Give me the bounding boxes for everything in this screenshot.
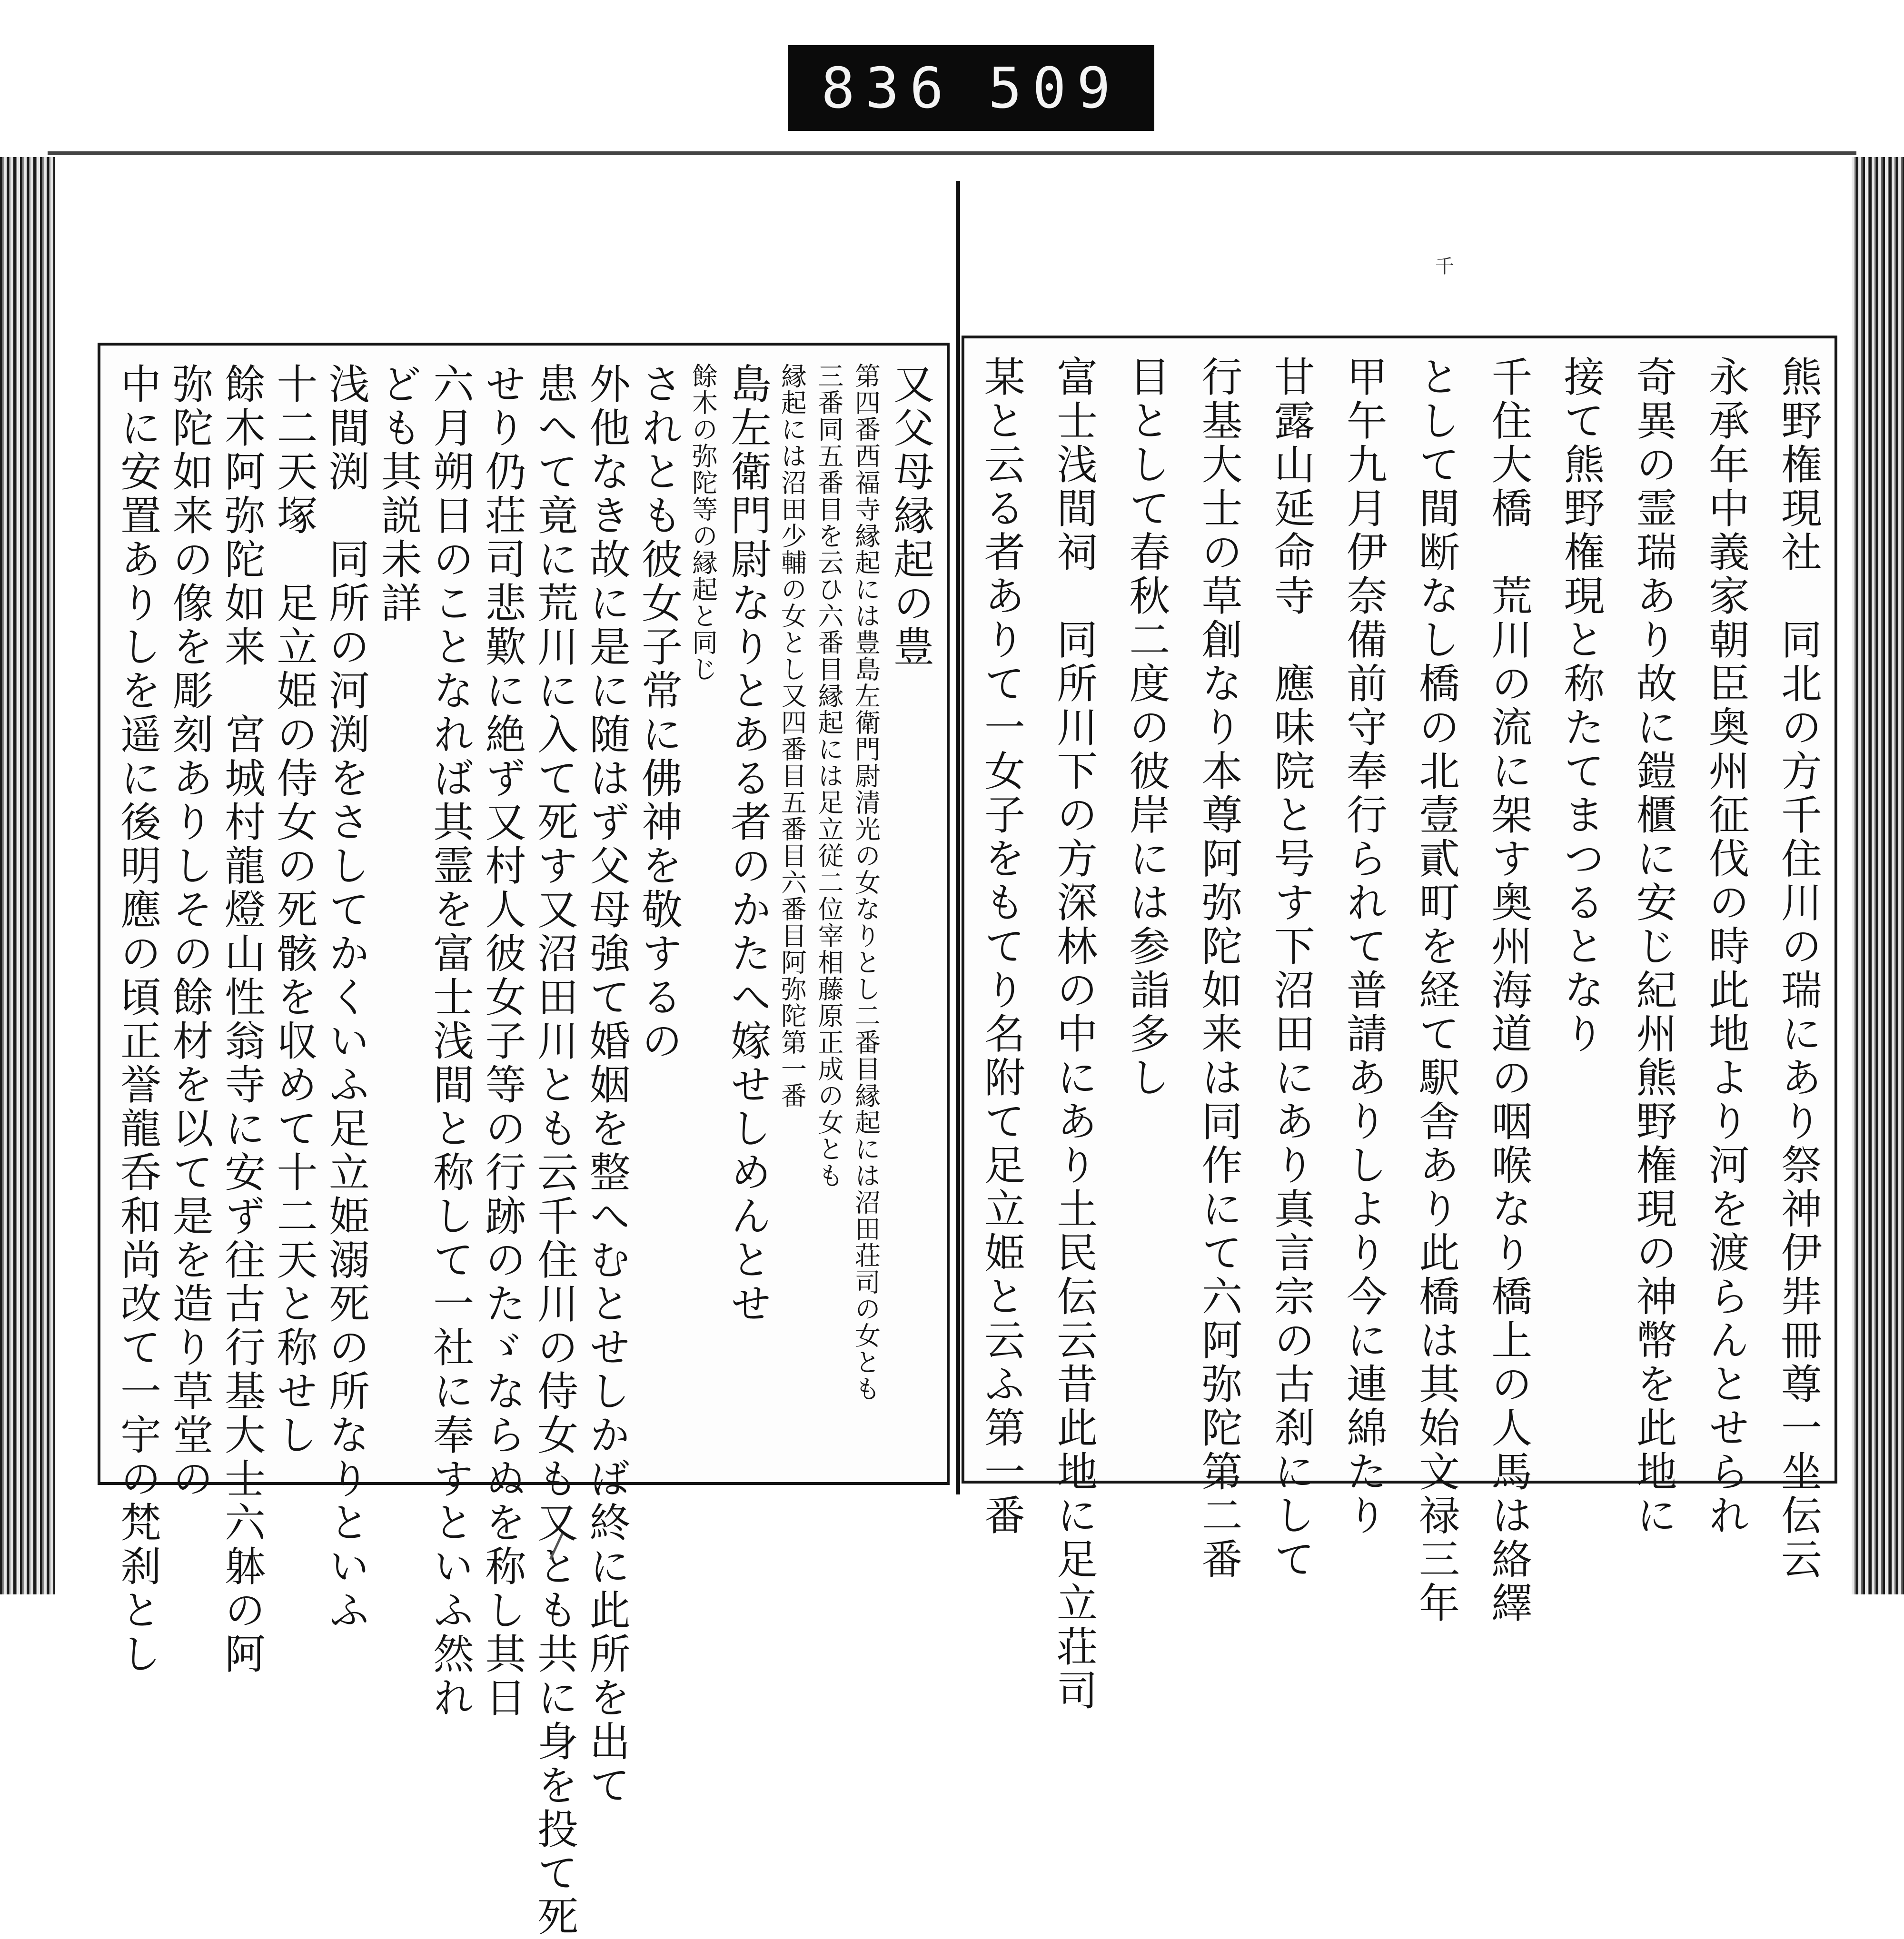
left_page-column: ども其説未詳 — [374, 363, 422, 625]
book-edge-right — [1852, 157, 1904, 1594]
right_page-column: 奇異の霊瑞あり故に鎧櫃に安じ紀州熊野権現の神幣を此地に — [1629, 356, 1677, 1538]
book-edge-left — [0, 157, 55, 1594]
left_page-column: 患へて竟に荒川に入て死す又沼田川とも云千住川の侍女も又とも共に身を投て死 — [530, 363, 578, 1939]
page-top-edge — [48, 151, 1856, 155]
left_page-column: 六月朔日のことなれば其霊を富士浅間と称して一社に奉すといふ然れ — [426, 363, 474, 1720]
left_page-column: 外他なき故に是に随はず父母強て婚姻を整へむとせしかば終に此所を出て — [582, 363, 630, 1808]
right-page-columns — [977, 356, 1822, 1713]
left_page-column: 弥陀如来の像を彫刻ありしその餘材を以て是を造り草堂の — [165, 363, 213, 1501]
left_page-column: 島左衛門尉なりとある者のかたへ嫁せしめんとせ — [724, 363, 771, 1326]
left_page-column: 十二天塚 足立姫の侍女の死骸を収めて十二天と称せし — [269, 363, 317, 1457]
left_page-column: 縁起には沼田少輔の女とし又四番目五番目六番目阿弥陀第一番 — [777, 363, 807, 1109]
right_page-column: 永承年中義家朝臣奥州征伐の時此地より河を渡らんとせられ — [1701, 356, 1749, 1538]
left_page-column: 三番同五番目を云ひ六番目縁起には足立従二位宰相藤原正成の女とも — [814, 363, 844, 1189]
right_page-column: 目として春秋二度の彼岸には参詣多し — [1122, 356, 1170, 1100]
call-number-label — [788, 45, 1154, 131]
right_page-column: 行基大士の草創なり本尊阿弥陀如来は同作にて六阿弥陀第二番 — [1194, 356, 1242, 1582]
left_page-column: 中に安置ありしを遥に後明應の頃正誉龍呑和尚改て一宇の梵刹とし — [113, 363, 161, 1676]
right_page-column: 甘露山延命寺 應味院と号す下沼田にあり真言宗の古刹にして — [1267, 356, 1315, 1582]
left-page-columns — [113, 363, 934, 1939]
right_page-column: 熊野権現社 同北の方千住川の瑞にあり祭神伊弉冊尊一坐伝云 — [1774, 356, 1822, 1582]
left_page-column: 又父母縁起の豊 — [886, 363, 934, 669]
right_page-column: として間断なし橋の北壹貳町を経て駅舎あり此橋は其始文禄三年 — [1412, 356, 1460, 1625]
book-gutter — [956, 181, 960, 1494]
left_page-column: 第四番西福寺縁起には豊島左衛門尉清光の女なりとし二番目縁起には沼田荘司の女とも — [851, 363, 881, 1402]
left_page-column: せり仍荘司悲歎に絶ず又村人彼女子等の行跡のたゞならぬを称し其日 — [478, 363, 526, 1720]
right_page-column: 某と云る者ありて一女子をもてり名附て足立姫と云ふ第一番 — [977, 356, 1025, 1538]
left_page-column: されとも彼女子常に佛神を敬するの — [635, 363, 682, 1063]
call-number-left: 836 — [821, 55, 954, 121]
right_page-column: 千住大橋 荒川の流に架す奥州海道の咽喉なり橋上の人馬は絡繹 — [1484, 356, 1532, 1625]
page-mark: 千 — [1435, 256, 1454, 277]
left_page-column: 浅間渕 同所の河渕をさしてかくいふ足立姫溺死の所なりといふ — [322, 363, 369, 1632]
right_page-column: 富士浅間祠 同所川下の方深林の中にあり土民伝云昔此地に足立荘司 — [1050, 356, 1098, 1713]
right_page-column: 接て熊野権現と称たてまつるとなり — [1557, 356, 1605, 1056]
left_page-column: 餘木の弥陀等の縁起と同じ — [688, 363, 718, 683]
right_page-column: 甲午九月伊奈備前守奉行られて普請ありしより今に連綿たり — [1339, 356, 1387, 1538]
left-page-frame — [98, 343, 950, 1939]
left_page-column: 餘木阿弥陀如来 宮城村龍燈山性翁寺に安ず往古行基大士六躰の阿 — [218, 363, 265, 1676]
right-page-frame — [962, 336, 1837, 1713]
call-number-right: 509 — [988, 55, 1121, 121]
